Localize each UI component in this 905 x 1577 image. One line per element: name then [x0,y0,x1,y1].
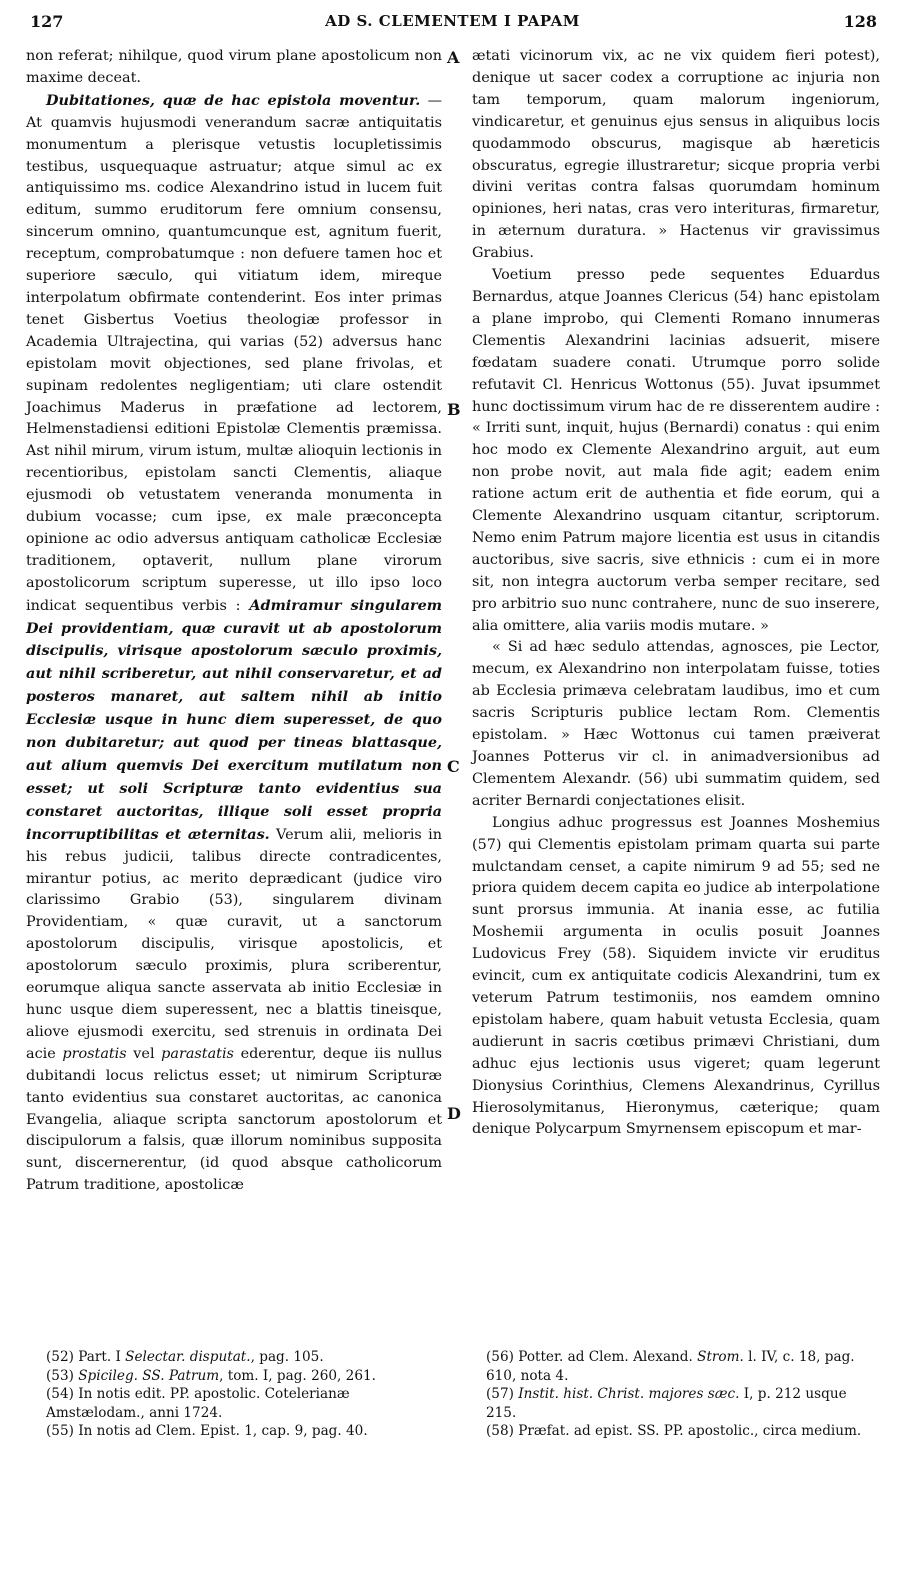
margin-marker-b: B [447,400,461,419]
footnotes-left [46,1348,442,1441]
paragraph-text: — At quamvis hujusmodi venerandum sacræ antiquitatis monumentum a plerisque vetustis locupletissimis testibus, usquequaque astruatur; atque simul ac ex antiquissimo ms. codice Alexandrino istud in lucem fuit editum, summo eruditorum fere omnium consensu, sincerum omnino, quantumcunque est, agnitum fuerit, receptum, comprobatumque : non defuere tamen hoc et superiore sæculo, qui vitiatum idem, mireque interpolatum obfirmate contenderint. Eos inter primas tenet Gisbertus Voetius theologiæ professor in Academia Ultrajectina, qui varias (52) adversus hanc epistolam movit objectiones, sed plane frivolas, et supinam redolentes negligentiam; uti clare ostendit Joachimus Maderus in præfatione ad lectorem, Helmenstadiensi editioni Epistolæ Clementis præmissa. Ast nihil mirum, virum istum, multæ alioquin lectionis in recentioribus, epistolam sancti Clementis, aliaque ejusmodi ob vetustatem veneranda monumenta in dubium vocasse; cum ipse, ex male præconcepta opinione ac odio adversus antiquam catholicæ Ecclesiæ traditionem, optaverit, nullum plane virorum apostolicorum scriptum superesse, ut illo ipso loco indicat sequentibus verbis : [26,92,442,614]
right-paragraph-2: Voetium presso pede sequentes Eduardus Bernardus, atque Joannes Clericus (54) hanc epistolam a plane improbo, qui Clementi Romano innumeras Clementis Alexandrini lacinias adsuerit, misere fœdatam suadere conati. Utrumque porro solide refutavit Cl. Henricus Wottonus (55). Juvat ipsummet hunc doctissimum virum hac de re disserentem audire : « Irriti sunt, inquit, hujus (Bernardi) conatus : qui enim hoc modo ex Clemente Alexandrino arguit, aut eum non probe novit, aut mala fide agit; eadem enim ratione actum erit de authentia et fide eorum, qui a Clemente Alexandrino usquam citantur, scriptorum. Nemo enim Patrum majore licentia est usus in citandis auctoribus, sive sacris, sive ethnicis : cum ei in more sit, non integra auctorum verba semper recitare, sed pro arbitrio suo nunc contrahere, nunc de suo inserere, alia omittere, alia variis modis mutare. » [472,267,880,634]
paragraph-text: Verum alii, melioris in his rebus judicii, talibus directe contradicentes, mirantur potius, ac merito deprædicant (judice viro clarissimo Grabio (53), singularem divinam Providentiam, « quæ curavit, ut a sanctorum apostolorum discipulis, virisque apostolicis, et apostolorum sæculo proximis, plura scriberentur, eorumque aliqua sancte asservata ab initio Ecclesiæ in hunc usque diem superessent, nec a blattis tineisque, aliove ejusmodi exercitu, sed strenuis in ordinata Dei acie [26,826,442,1062]
right-paragraph-1: ætati vicinorum vix, ac ne vix quidem fieri potest), denique ut sacer codex a corruptione ac injuria non tam temporum, quam malorum ingeniorum, vindicaretur, et genuinus ejus sensus in aliquibus locis quodammodo obscurus, magisque ab hæreticis obscuratus, egregie illustraretur; sicque propria verbi divini veritas contra falsas quorumdam hominum opiniones, heri natas, cras vero interituras, firmaretur, in æternum duratura. » Hactenus vir gravissimus Grabius. [472,48,880,262]
italic-term: prostatis [62,1045,127,1062]
footnote-54: (54) In notis edit. PP. apostolic. Cotelerianæ Amstælodam., anni 1724. [46,1386,350,1421]
footnote-text: l. IV, c. 18, pag. 610, nota 4. [486,1349,855,1384]
footnote-title: Spicileg. SS. Patrum [78,1367,220,1384]
footnote-text: (57) [486,1386,519,1402]
footnote-53 [46,1367,442,1386]
left-paragraph-1: non referat; nihilque, quod virum plane apostolicum non maxime deceat. [26,48,442,86]
right-column [472,46,880,1141]
paragraph-text: vel [126,1045,162,1062]
running-title: AD S. CLEMENTEM I PAPAM [325,12,580,30]
footnote-text: (56) Potter. ad Clem. Alexand. [486,1349,698,1365]
footnote-title: Strom. [697,1349,744,1365]
footnote-title: Selectar. disputat. [125,1349,251,1365]
footnote-52 [46,1348,442,1367]
footnotes-right [486,1348,880,1441]
section-heading: Dubitationes, quæ de hac epistola moventur. [46,91,421,109]
margin-marker-c: C [447,757,460,776]
voetius-quote: Admiramur singularem Dei providentiam, quæ curavit ut ab apostolorum discipulis, virisque apostolorum sæculo proximis, aut nihil scriberetur, aut nihil conservaretur, et ad posteros manaret, aut saltem nihil ab initio Ecclesiæ usque in hunc diem superesset, de quo non dubitaretur; aut quod per tineas blattasque, aut alium quemvis Dei exercitum mutilatum non esset; ut soli Scripturæ tanto evidentius sua constaret auctoritas, illique soli esset propria incorruptibilitas et æternitas. [26,596,442,843]
page-number-left: 127 [30,12,64,31]
left-paragraph-2 [26,90,442,1197]
footnote-text: (53) [46,1367,79,1384]
footnote-58: (58) Præfat. ad epist. SS. PP. apostolic., circa medium. [486,1423,862,1439]
footnote-title: Instit. hist. Christ. majores sæc. [518,1386,740,1402]
right-paragraph-4: Longius adhuc progressus est Joannes Moshemius (57) qui Clementis epistolam primam quarta sui parte mulctandam censet, a capite nimirum 9 ad 55; sed ne priora quidem decem capita eo judice ab interpolatione sunt prorsus immunia. At inania esse, ac futilia Moshemii argumenta in oculis posuit Joannes Ludovicus Frey (58). Siquidem invicte vir eruditus evincit, cum ex antiquitate codicis Alexandrini, tum ex veterum Patrum testimoniis, nos eamdem omnino epistolam habere, quam habuit vetusta Ecclesia, quam audierunt in sacris cœtibus primævi Christiani, dum adhuc ejus lectionis usus vigeret; quam legerunt Dionysius Corinthius, Clemens Alexandrinus, Cyrillus Hierosolymitanus, Hieronymus, cæterique; quam denique Polycarpum Smyrnensem episcopum et mar- [472,814,880,1138]
paragraph-text: ederentur, deque iis nullus dubitandi locus relictus esset; ut nimirum Scripturæ tanto evidentius sua constaret auctoritas, ac canonica Evangelia, aliaque scripta sanctorum apostolorum et discipulorum a falsis, quæ illorum nominibus supposita sunt, discernerentur, (id quod absque catholicorum Patrum traditione, apostolicæ [26,1045,442,1194]
footnote-text: , pag. 105. [250,1349,324,1365]
left-column [26,46,442,1197]
italic-term: parastatis [161,1045,234,1062]
margin-marker-d: D [447,1104,461,1123]
margin-marker-a: A [447,48,460,67]
footnote-text: I, p. 212 usque 215. [486,1386,847,1421]
footnote-text: (52) Part. I [46,1349,126,1365]
page-number-right: 128 [843,12,877,31]
running-header [0,6,905,36]
footnote-57 [486,1385,880,1422]
footnote-56 [486,1348,880,1385]
footnote-55: (55) In notis ad Clem. Epist. 1, cap. 9, pag. 40. [46,1423,368,1439]
right-paragraph-3: « Si ad hæc sedulo attendas, agnosces, pie Lector, mecum, ex Alexandrino non interpolatam fuisse, toties ab Ecclesia primæva celebratam laudibus, imo et cum sacris Scripturis publice lectam Rom. Clementis epistolam. » Hæc Wottonus cui tamen præiverat Joannes Potterus vir cl. in animadversionibus ad Clementem Alexandr. (56) ubi summatim quidem, sed acriter Bernardi conjectationes elisit. [472,639,880,809]
footnote-text: , tom. I, pag. 260, 261. [219,1367,376,1384]
